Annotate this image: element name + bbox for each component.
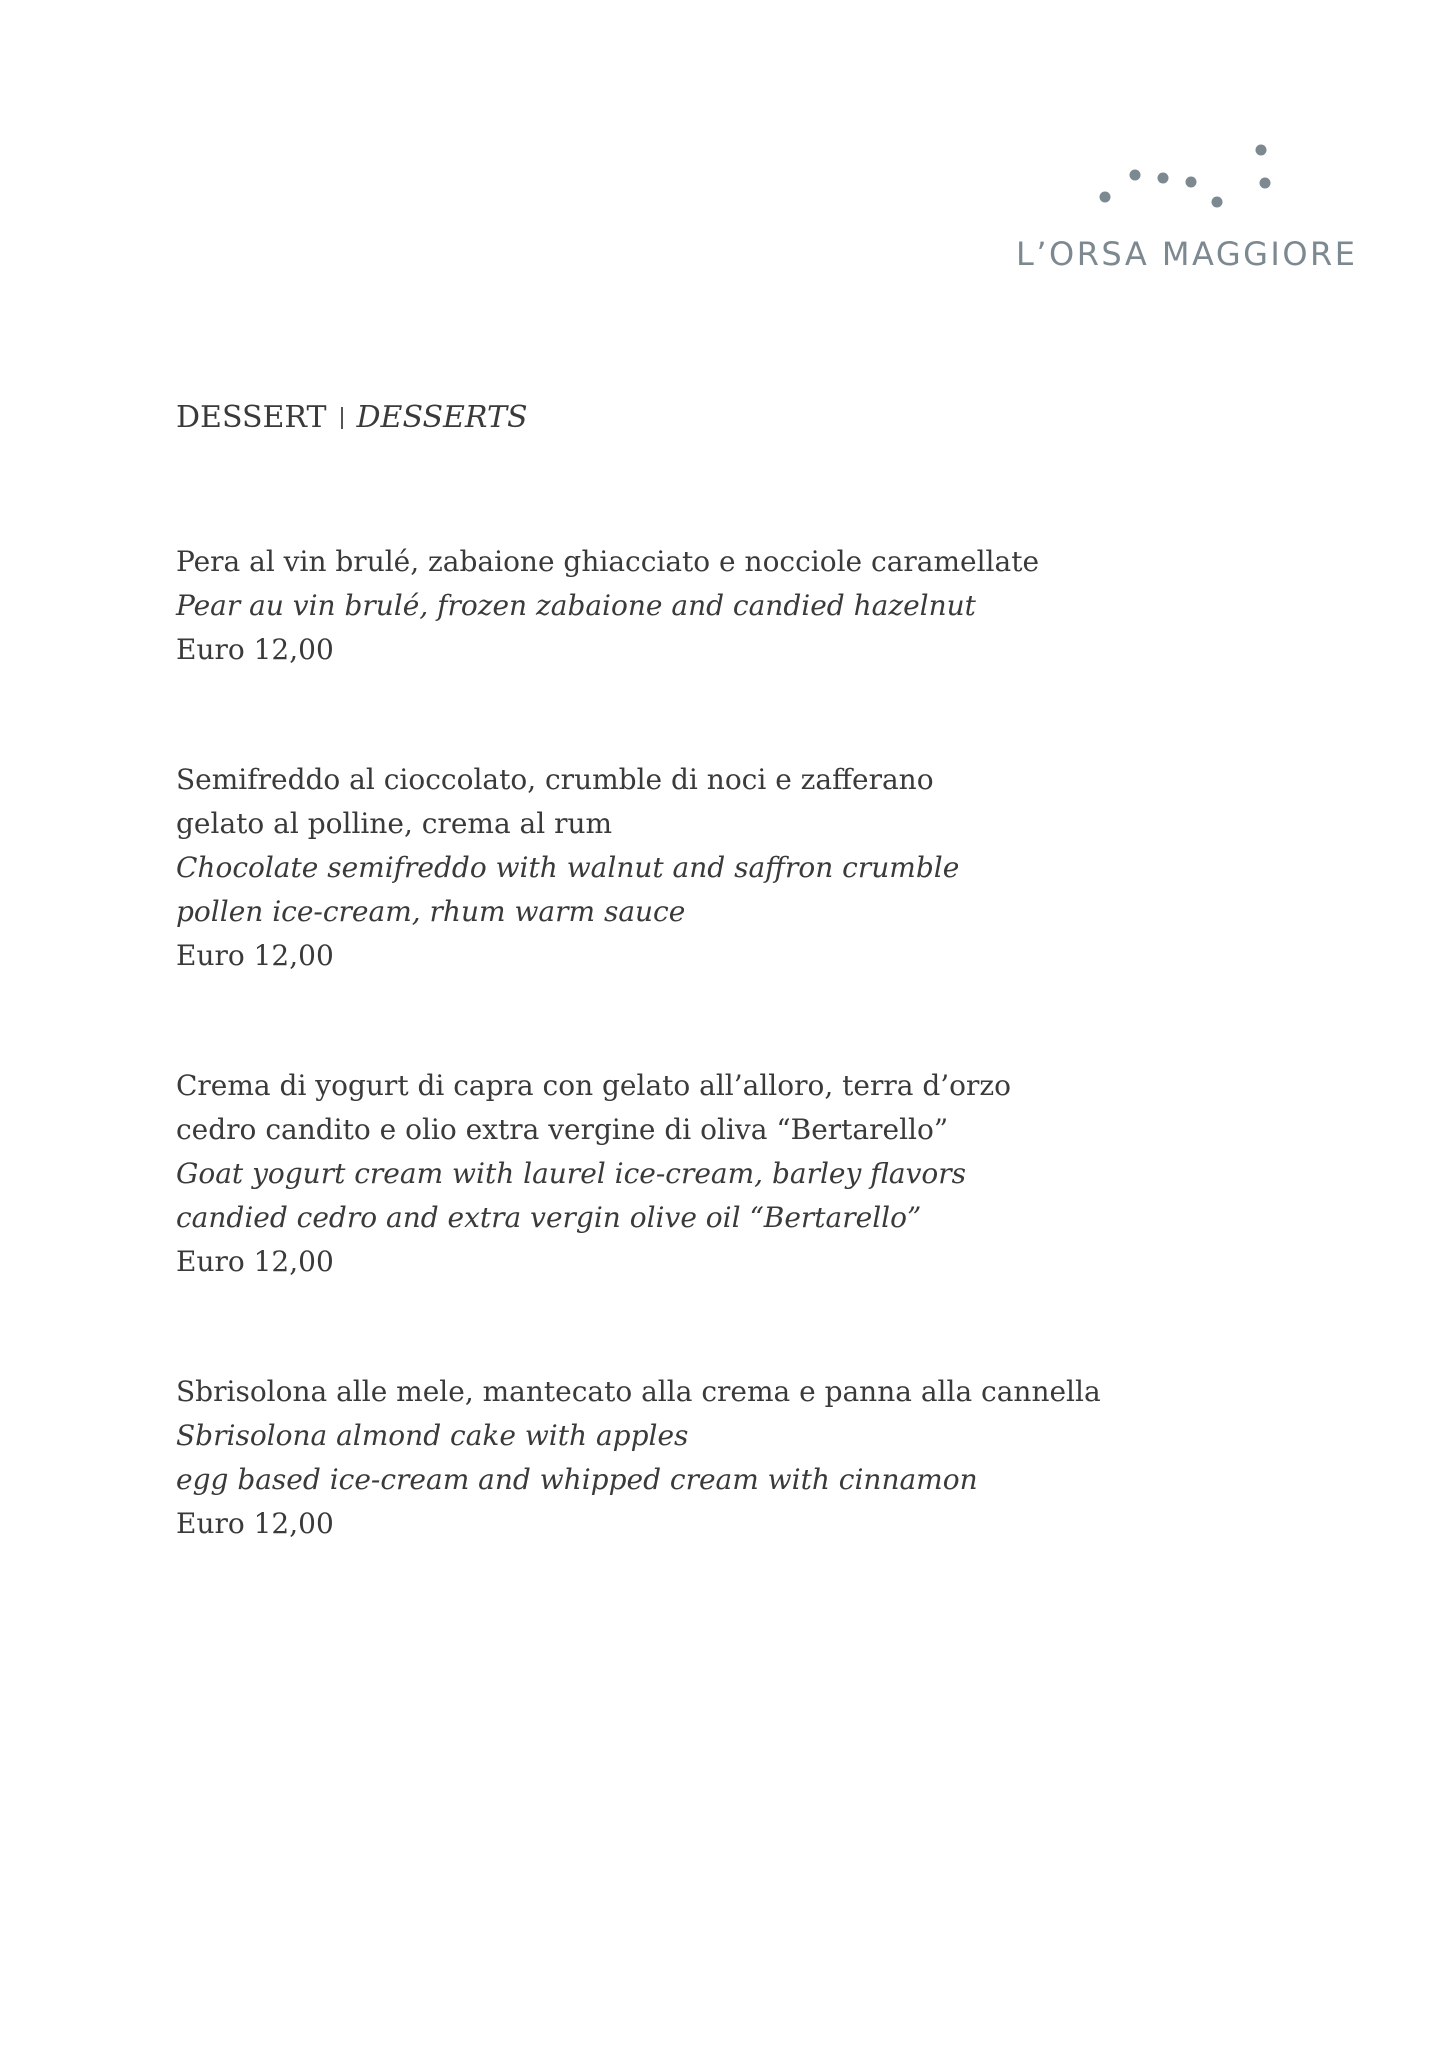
dish-name-italian: Semifreddo al cioccolato, crumble di noci e zafferano [176, 763, 934, 796]
dish-name-english: Chocolate semifreddo with walnut and saffron crumble [176, 851, 960, 884]
restaurant-logo [1000, 135, 1380, 285]
dish-name-english: egg based ice-cream and whipped cream with cinnamon [176, 1463, 978, 1496]
dish-price: Euro 12,00 [176, 633, 334, 666]
dish-name-english: pollen ice-cream, rhum warm sauce [176, 895, 686, 928]
dish-name-italian: Sbrisolona alle mele, mantecato alla crema e panna alla cannella [176, 1375, 1101, 1408]
section-heading [176, 396, 528, 440]
menu-item [176, 540, 1326, 672]
dessert-menu-list [176, 540, 1326, 1632]
dish-name-italian: cedro candito e olio extra vergine di oliva “Bertarello” [176, 1113, 949, 1146]
menu-item [176, 1064, 1326, 1284]
menu-item [176, 758, 1326, 978]
dish-price: Euro 12,00 [176, 939, 334, 972]
dish-name-english: Goat yogurt cream with laurel ice-cream, barley flavors [176, 1157, 967, 1190]
section-title-english: DESSERTS [356, 400, 528, 435]
ursa-major-constellation-icon [1000, 135, 1380, 235]
section-title-italian: DESSERT [176, 400, 327, 435]
dish-name-italian: Crema di yogurt di capra con gelato all’alloro, terra d’orzo [176, 1069, 1012, 1102]
dish-price: Euro 12,00 [176, 1245, 334, 1278]
heading-divider [341, 407, 343, 429]
dish-name-italian: gelato al polline, crema al rum [176, 807, 613, 840]
dish-name-italian: Pera al vin brulé, zabaione ghiacciato e nocciole caramellate [176, 545, 1040, 578]
dish-name-english: candied cedro and extra vergin olive oil “Bertarello” [176, 1201, 922, 1234]
restaurant-name: L’ORSA MAGGIORE [1016, 235, 1358, 273]
dish-name-english: Sbrisolona almond cake with apples [176, 1419, 689, 1452]
dish-name-english: Pear au vin brulé, frozen zabaione and candied hazelnut [176, 589, 976, 622]
menu-item [176, 1370, 1326, 1546]
dish-price: Euro 12,00 [176, 1507, 334, 1540]
